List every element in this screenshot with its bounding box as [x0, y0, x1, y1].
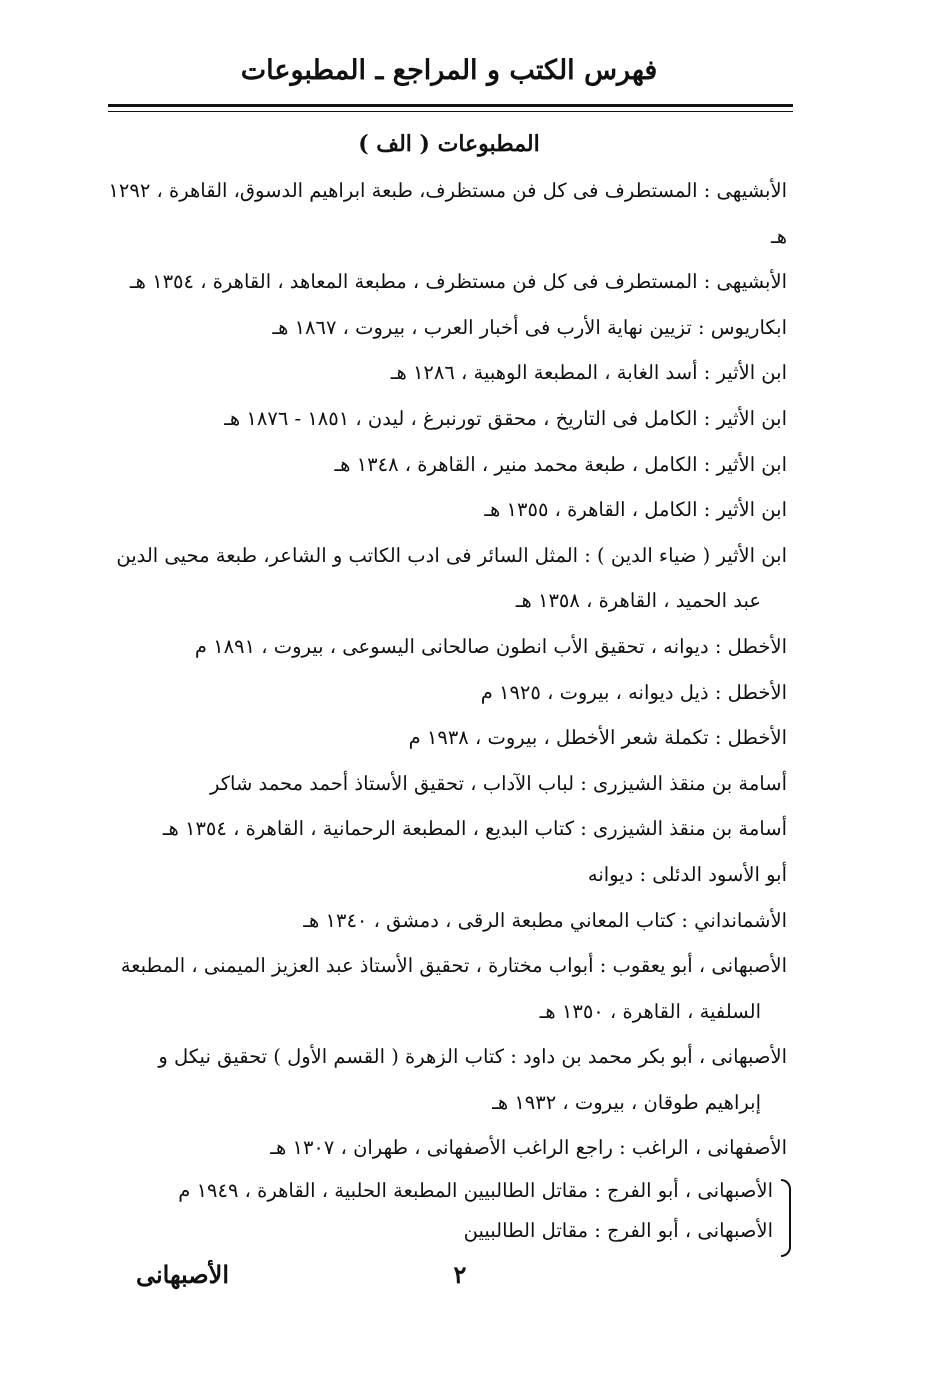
catchword: الأصبهانى: [136, 1260, 230, 1289]
bibliography-entry: الأبشيهى : المستطرف فى كل فن مستظرف ، مطبعة المعاهد ، القاهرة ، ١٣٥٤ هـ: [129, 270, 787, 294]
section-title: المطبوعات ( الف ): [358, 131, 540, 157]
bracketed-entry-group: [107, 1171, 787, 1251]
running-head: فهرس الكتب و المراجع ـ المطبوعات: [240, 55, 658, 86]
bibliography-entry: الأخطل : تكملة شعر الأخطل ، بيروت ، ١٩٣٨ م: [408, 726, 787, 750]
bracketed-entry: الأصبهانى ، أبو الفرج : مقاتل الطالبيين: [463, 1219, 773, 1243]
bracketed-entry: الأصبهانى ، أبو الفرج : مقاتل الطالبيين المطبعة الحلبية ، القاهرة ، ١٩٤٩ م: [178, 1179, 773, 1203]
bibliography-entry: الأخطل : ذيل ديوانه ، بيروت ، ١٩٢٥ م: [480, 680, 787, 704]
bibliography-entry: أسامة بن منقذ الشيزرى : لباب الآداب ، تحقيق الأستاذ أحمد محمد شاكر: [209, 771, 787, 795]
bibliography-entry: أسامة بن منقذ الشيزرى : كتاب البديع ، المطبعة الرحمانية ، القاهرة ، ١٣٥٤ هـ: [162, 817, 787, 841]
bibliography-entry: ابن الأثير : أسد الغابة ، المطبعة الوهبية ، ١٢٨٦ هـ: [390, 361, 787, 385]
bibliography-entry: ابن الأثير : الكامل فى التاريخ ، محقق تورنبرغ ، ليدن ، ١٨٥١ - ١٨٧٦ هـ: [224, 406, 787, 430]
bibliography-entry: الأبشيهى : المستطرف فى كل فن مستظرف، طبعة ابراهيم الدسوق، القاهرة ، ١٢٩٢ هـ: [108, 179, 787, 248]
page-number: ٢: [453, 1260, 467, 1289]
header-rule-thin: [108, 111, 793, 112]
bibliography-entry: ابن الأثير ( ضياء الدين ) : المثل السائر فى ادب الكاتب و الشاعر، طبعة محيى الدين عبد الحميد ، القاهرة ، ١٣٥٨ هـ: [116, 543, 787, 613]
bibliography-entry: ابن الأثير : الكامل ، القاهرة ، ١٣٥٥ هـ: [484, 498, 787, 522]
bibliography-entry: الأخطل : ديوانه ، تحقيق الأب انطون صالحانى اليسوعى ، بيروت ، ١٨٩١ م: [194, 634, 787, 658]
bibliography-entry: ابكاريوس : تزيين نهاية الأرب فى أخبار العرب ، بيروت ، ١٨٦٧ هـ: [272, 315, 787, 339]
bibliography-entry: الأصبهانى ، أبو بكر محمد بن داود : كتاب الزهرة ( القسم الأول ) تحقيق نيكل و إبراهيم طوقان ، بيروت ، ١٩٣٢ هـ: [158, 1045, 787, 1114]
header-rule-thick: [108, 104, 793, 107]
bibliography-list: [107, 168, 787, 1251]
bibliography-entry: الأصبهانى ، أبو يعقوب : أبواب مختارة ، تحقيق الأستاذ عبد العزيز الميمنى ، المطبعة السلفية ، القاهرة ، ١٣٥٠ هـ: [120, 954, 787, 1023]
bibliography-entry: الأصفهانى ، الراغب : راجع الراغب الأصفهانى ، طهران ، ١٣٠٧ هـ: [270, 1136, 787, 1160]
bibliography-entry: الأشمانداني : كتاب المعاني مطبعة الرقى ، دمشق ، ١٣٤٠ هـ: [303, 908, 787, 932]
bibliography-entry: ابن الأثير : الكامل ، طبعة محمد منير ، القاهرة ، ١٣٤٨ هـ: [334, 452, 787, 476]
curly-brace: [781, 1179, 791, 1257]
bibliography-entry: أبو الأسود الدئلى : ديوانه: [587, 862, 787, 886]
